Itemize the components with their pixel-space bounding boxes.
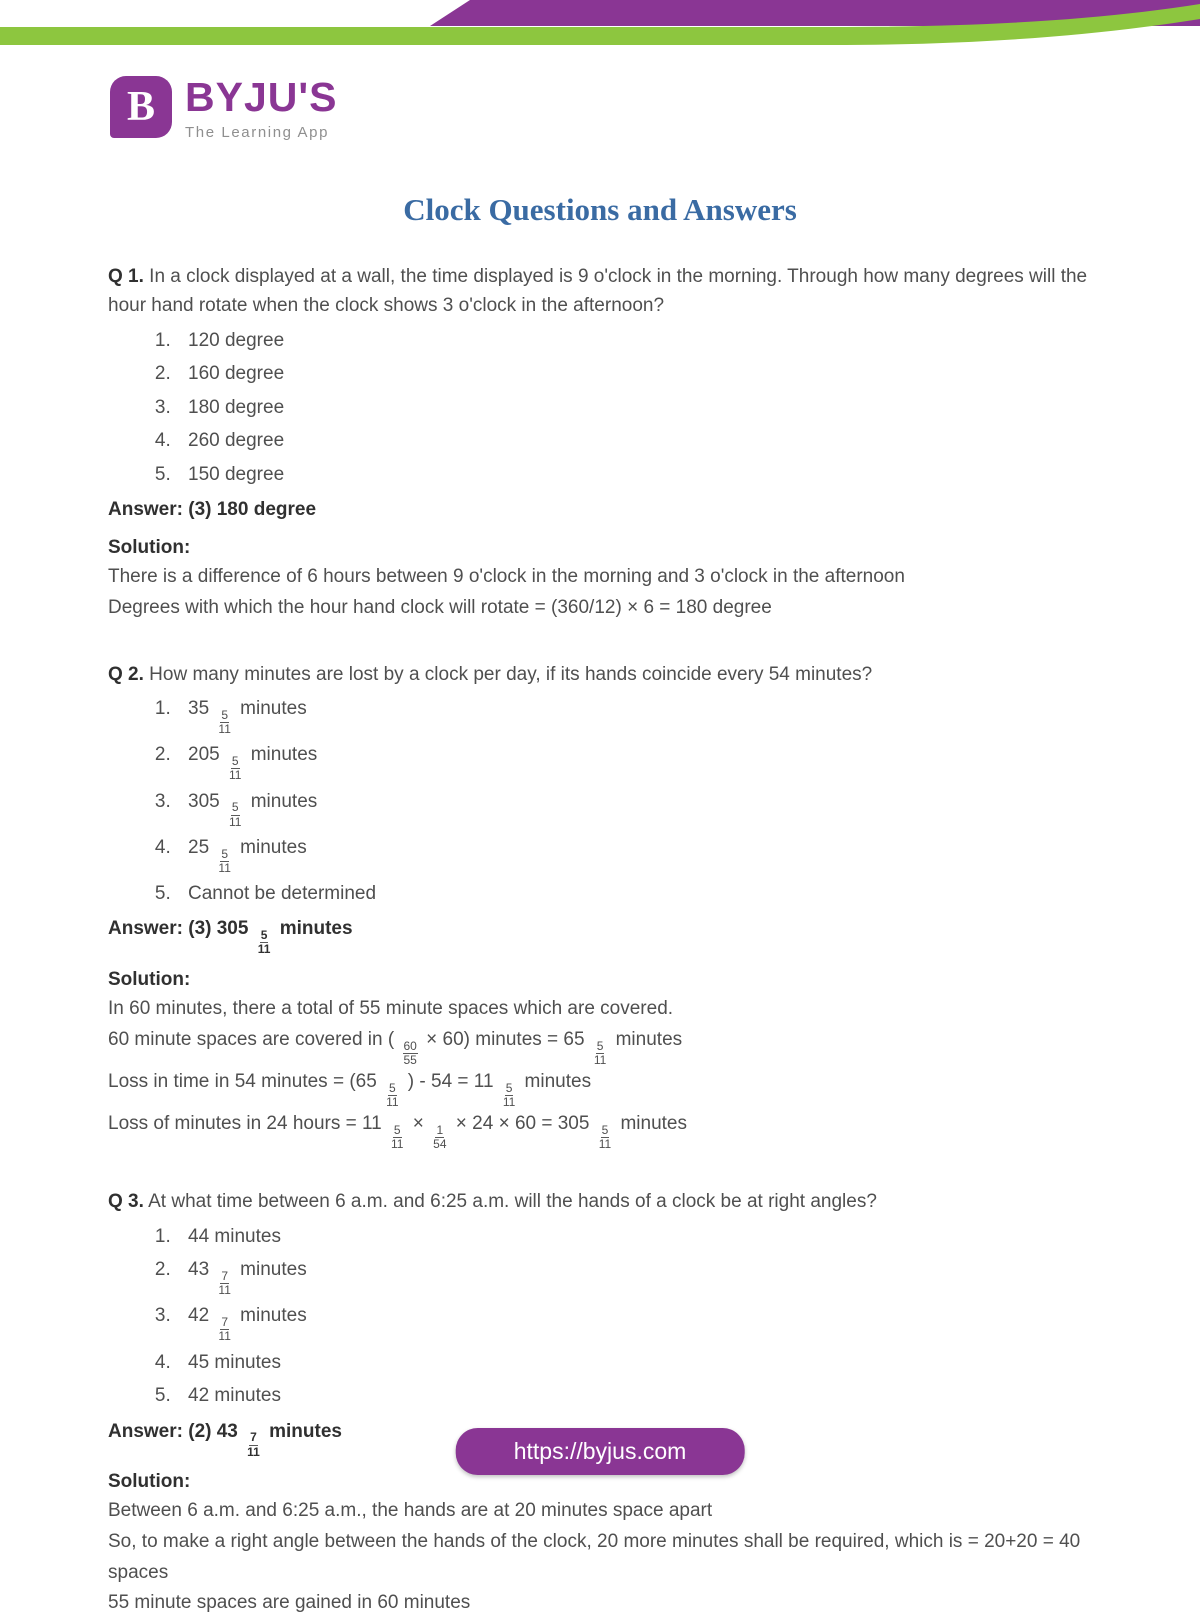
option-item: 2. 205 $\frac{5}{11}$ minutes <box>176 741 1092 782</box>
solution-label: Solution: <box>108 968 191 990</box>
fraction: $\frac{7}{11}$ <box>218 1269 231 1298</box>
option-item: 3. 42 $\frac{7}{11}$ minutes <box>176 1302 1092 1343</box>
solution-line: 55 minute spaces are gained in 60 minutes <box>108 1592 471 1614</box>
solution-text <box>108 994 1092 1151</box>
solution-line: 60 minute spaces are covered in ( $\frac{60}{55}$ × 60) minutes = 65 $\frac{5}{11}$ minutes <box>108 1028 683 1067</box>
option-item: 3. 305 $\frac{5}{11}$ minutes <box>176 788 1092 829</box>
fraction: $\frac{7}{11}$ <box>218 1315 231 1344</box>
solution-text <box>108 562 1092 624</box>
solution-text <box>108 1496 1092 1619</box>
solution-line: Degrees with which the hour hand clock will rotate = (360/12) × 6 = 180 degree <box>108 597 772 619</box>
fraction: $\frac{5}{11}$ <box>593 1038 607 1067</box>
fraction: $\frac{5}{11}$ <box>391 1122 404 1152</box>
option-item: 2. 43 $\frac{7}{11}$ minutes <box>176 1256 1092 1297</box>
answer-line: Answer: (3) 180 degree <box>108 499 317 521</box>
byjus-logo-name: BYJU'S <box>185 74 338 120</box>
fraction: $\frac{5}{11}$ <box>386 1080 399 1109</box>
option-item: 4. 45 minutes <box>176 1349 1092 1378</box>
option-item: 4. 25 $\frac{5}{11}$ minutes <box>176 834 1092 875</box>
byjus-logo <box>110 76 1200 144</box>
fraction: $\frac{5}{11}$ <box>218 708 231 737</box>
byjus-logo-icon: B <box>110 76 172 138</box>
solution-line: In 60 minutes, there a total of 55 minute spaces which are covered. <box>108 998 674 1020</box>
fraction: $\frac{5}{11}$ <box>257 928 271 957</box>
fraction: $\frac{60}{55}$ <box>403 1038 417 1067</box>
question-block-1 <box>108 262 1092 624</box>
options-list <box>108 695 1092 908</box>
solution-line: Between 6 a.m. and 6:25 a.m., the hands are at 20 minutes space apart <box>108 1500 713 1522</box>
fraction: $\frac{7}{11}$ <box>247 1430 260 1459</box>
solution-line: There is a difference of 6 hours between 9 o'clock in the morning and 3 o'clock in the afternoon <box>108 566 905 588</box>
fraction: $\frac{5}{11}$ <box>502 1080 516 1109</box>
answer-line: Answer: (3) 305 $\frac{5}{11}$ minutes <box>108 918 353 957</box>
fraction: $\frac{5}{11}$ <box>218 846 231 875</box>
options-list <box>108 327 1092 490</box>
option-item: 4. 260 degree <box>176 427 1092 456</box>
fraction: $\frac{5}{11}$ <box>598 1122 612 1152</box>
solution-line: So, to make a right angle between the hands of the clock, 20 more minutes shall be required, which is = 20+20 = 40 spaces <box>108 1530 1081 1583</box>
page-title: Clock Questions and Answers <box>403 192 797 227</box>
solution-line: Loss in time in 54 minutes = (65 $\frac{5}{11}$ ) - 54 = 11 $\frac{5}{11}$ minutes <box>108 1070 592 1109</box>
option-item: 2. 160 degree <box>176 360 1092 389</box>
solution-label: Solution: <box>108 536 191 558</box>
question-text: Q 3. At what time between 6 a.m. and 6:25 a.m. will the hands of a clock be at right angles? <box>108 1191 877 1213</box>
header-banner <box>0 0 1200 56</box>
option-item: 5. 150 degree <box>176 461 1092 490</box>
question-block-2 <box>108 660 1092 1152</box>
footer-link[interactable]: https://byjus.com <box>456 1428 745 1475</box>
fraction: $\frac{1}{54}$ <box>433 1122 447 1152</box>
question-text: Q 2. How many minutes are lost by a clock per day, if its hands coincide every 54 minutes? <box>108 663 873 685</box>
option-item: 1. 120 degree <box>176 327 1092 356</box>
question-label: Q 3. <box>108 1191 144 1213</box>
options-list <box>108 1223 1092 1411</box>
option-item: 5. Cannot be determined <box>176 880 1092 909</box>
question-text: Q 1. In a clock displayed at a wall, the time displayed is 9 o'clock in the morning. Through how many degrees will the hour hand rotate when the clock shows 3 o'clock in the afternoon? <box>108 266 1088 317</box>
answer-line: Answer: (2) 43 $\frac{7}{11}$ minutes <box>108 1420 342 1459</box>
question-label: Q 2. <box>108 663 144 685</box>
solution-line: Loss of minutes in 24 hours = 11 $\frac{5}{11}$ × $\frac{1}{54}$ × 24 × 60 = 305 $\frac{5}{11}$ minutes <box>108 1113 687 1152</box>
fraction: $\frac{5}{11}$ <box>228 754 242 783</box>
question-label: Q 1. <box>108 266 144 287</box>
byjus-logo-text <box>185 76 337 141</box>
question-block-3 <box>108 1187 1092 1619</box>
solution-label: Solution: <box>108 1470 191 1492</box>
fraction: $\frac{5}{11}$ <box>228 800 242 829</box>
document-body <box>0 192 1200 1619</box>
option-item: 1. 44 minutes <box>176 1223 1092 1252</box>
option-item: 1. 35 $\frac{5}{11}$ minutes <box>176 695 1092 736</box>
option-item: 5. 42 minutes <box>176 1382 1092 1411</box>
byjus-logo-tagline: The Learning App <box>185 124 330 142</box>
option-item: 3. 180 degree <box>176 394 1092 423</box>
